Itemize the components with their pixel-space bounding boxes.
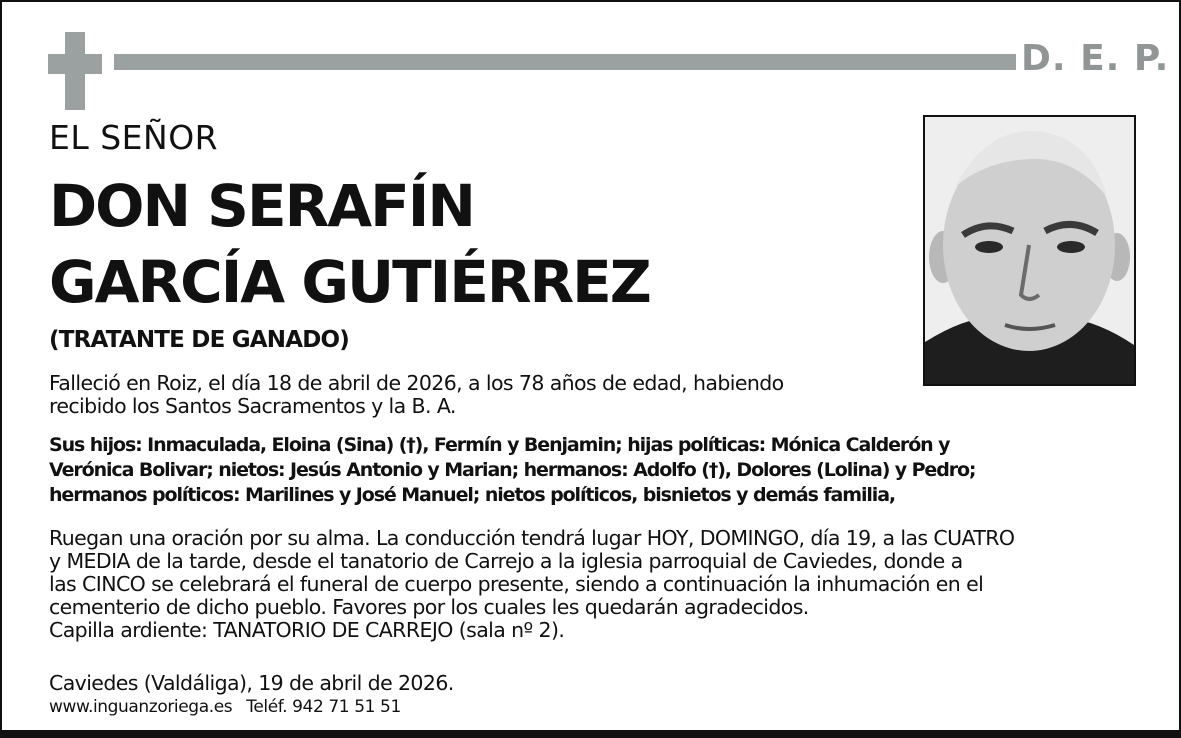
footer-rule (2, 730, 1179, 736)
funeral-details (49, 527, 1014, 642)
family-line: Sus hijos: Inmaculada, Eloina (Sina) (†), Fermín y Benjamin; hijas políticas: Mónica Calderón y (49, 434, 950, 456)
website-link[interactable]: www.inguanzoriega.es (49, 697, 233, 717)
family-list (49, 433, 975, 508)
name-line-2: GARCÍA GUTIÉRREZ (49, 248, 650, 316)
header-rule (114, 54, 1016, 70)
details-line: Ruegan una oración por su alma. La conducción tendrá lugar HOY, DOMINGO, día 19, a las CUATRO (49, 526, 1015, 550)
portrait-photo-image (925, 117, 1134, 384)
cross-icon (48, 32, 102, 110)
announcement-line: recibido los Santos Sacramentos y la B. A. (49, 394, 456, 418)
family-line: Verónica Bolivar; nietos: Jesús Antonio y Marian; hermanos: Adolfo (†), Dolores (Lolina) y Pedro; (49, 459, 976, 481)
funeral-home-contact (49, 697, 401, 717)
details-line: Capilla ardiente: TANATORIO DE CARREJO (sala nº 2). (49, 618, 565, 642)
deceased-name (49, 168, 650, 320)
details-line: y MEDIA de la tarde, desde el tanatorio de Carrejo a la iglesia parroquial de Caviedes, donde a (49, 549, 963, 573)
death-announcement (49, 372, 784, 418)
occupation: (TRATANTE DE GANADO) (49, 327, 349, 353)
name-line-1: DON SERAFÍN (49, 172, 474, 240)
phone-number: Teléf. 942 71 51 51 (246, 697, 401, 717)
details-line: las CINCO se celebrará el funeral de cuerpo presente, siendo a continuación la inhumación en el (49, 572, 984, 596)
place-date-text: Caviedes (Valdáliga), 19 de abril de 2026. (49, 671, 454, 695)
place-date (49, 672, 454, 695)
family-line: hermanos políticos: Marilines y José Manuel; nietos políticos, bisnietos y demás familia, (49, 484, 896, 506)
honorific: EL SEÑOR (49, 118, 219, 157)
details-line: cementerio de dicho pueblo. Favores por los cuales les quedarán agradecidos. (49, 595, 809, 619)
portrait-photo (923, 115, 1136, 386)
announcement-line: Falleció en Roiz, el día 18 de abril de 2026, a los 78 años de edad, habiendo (49, 371, 784, 395)
dep-label: D. E. P. (1021, 38, 1170, 79)
